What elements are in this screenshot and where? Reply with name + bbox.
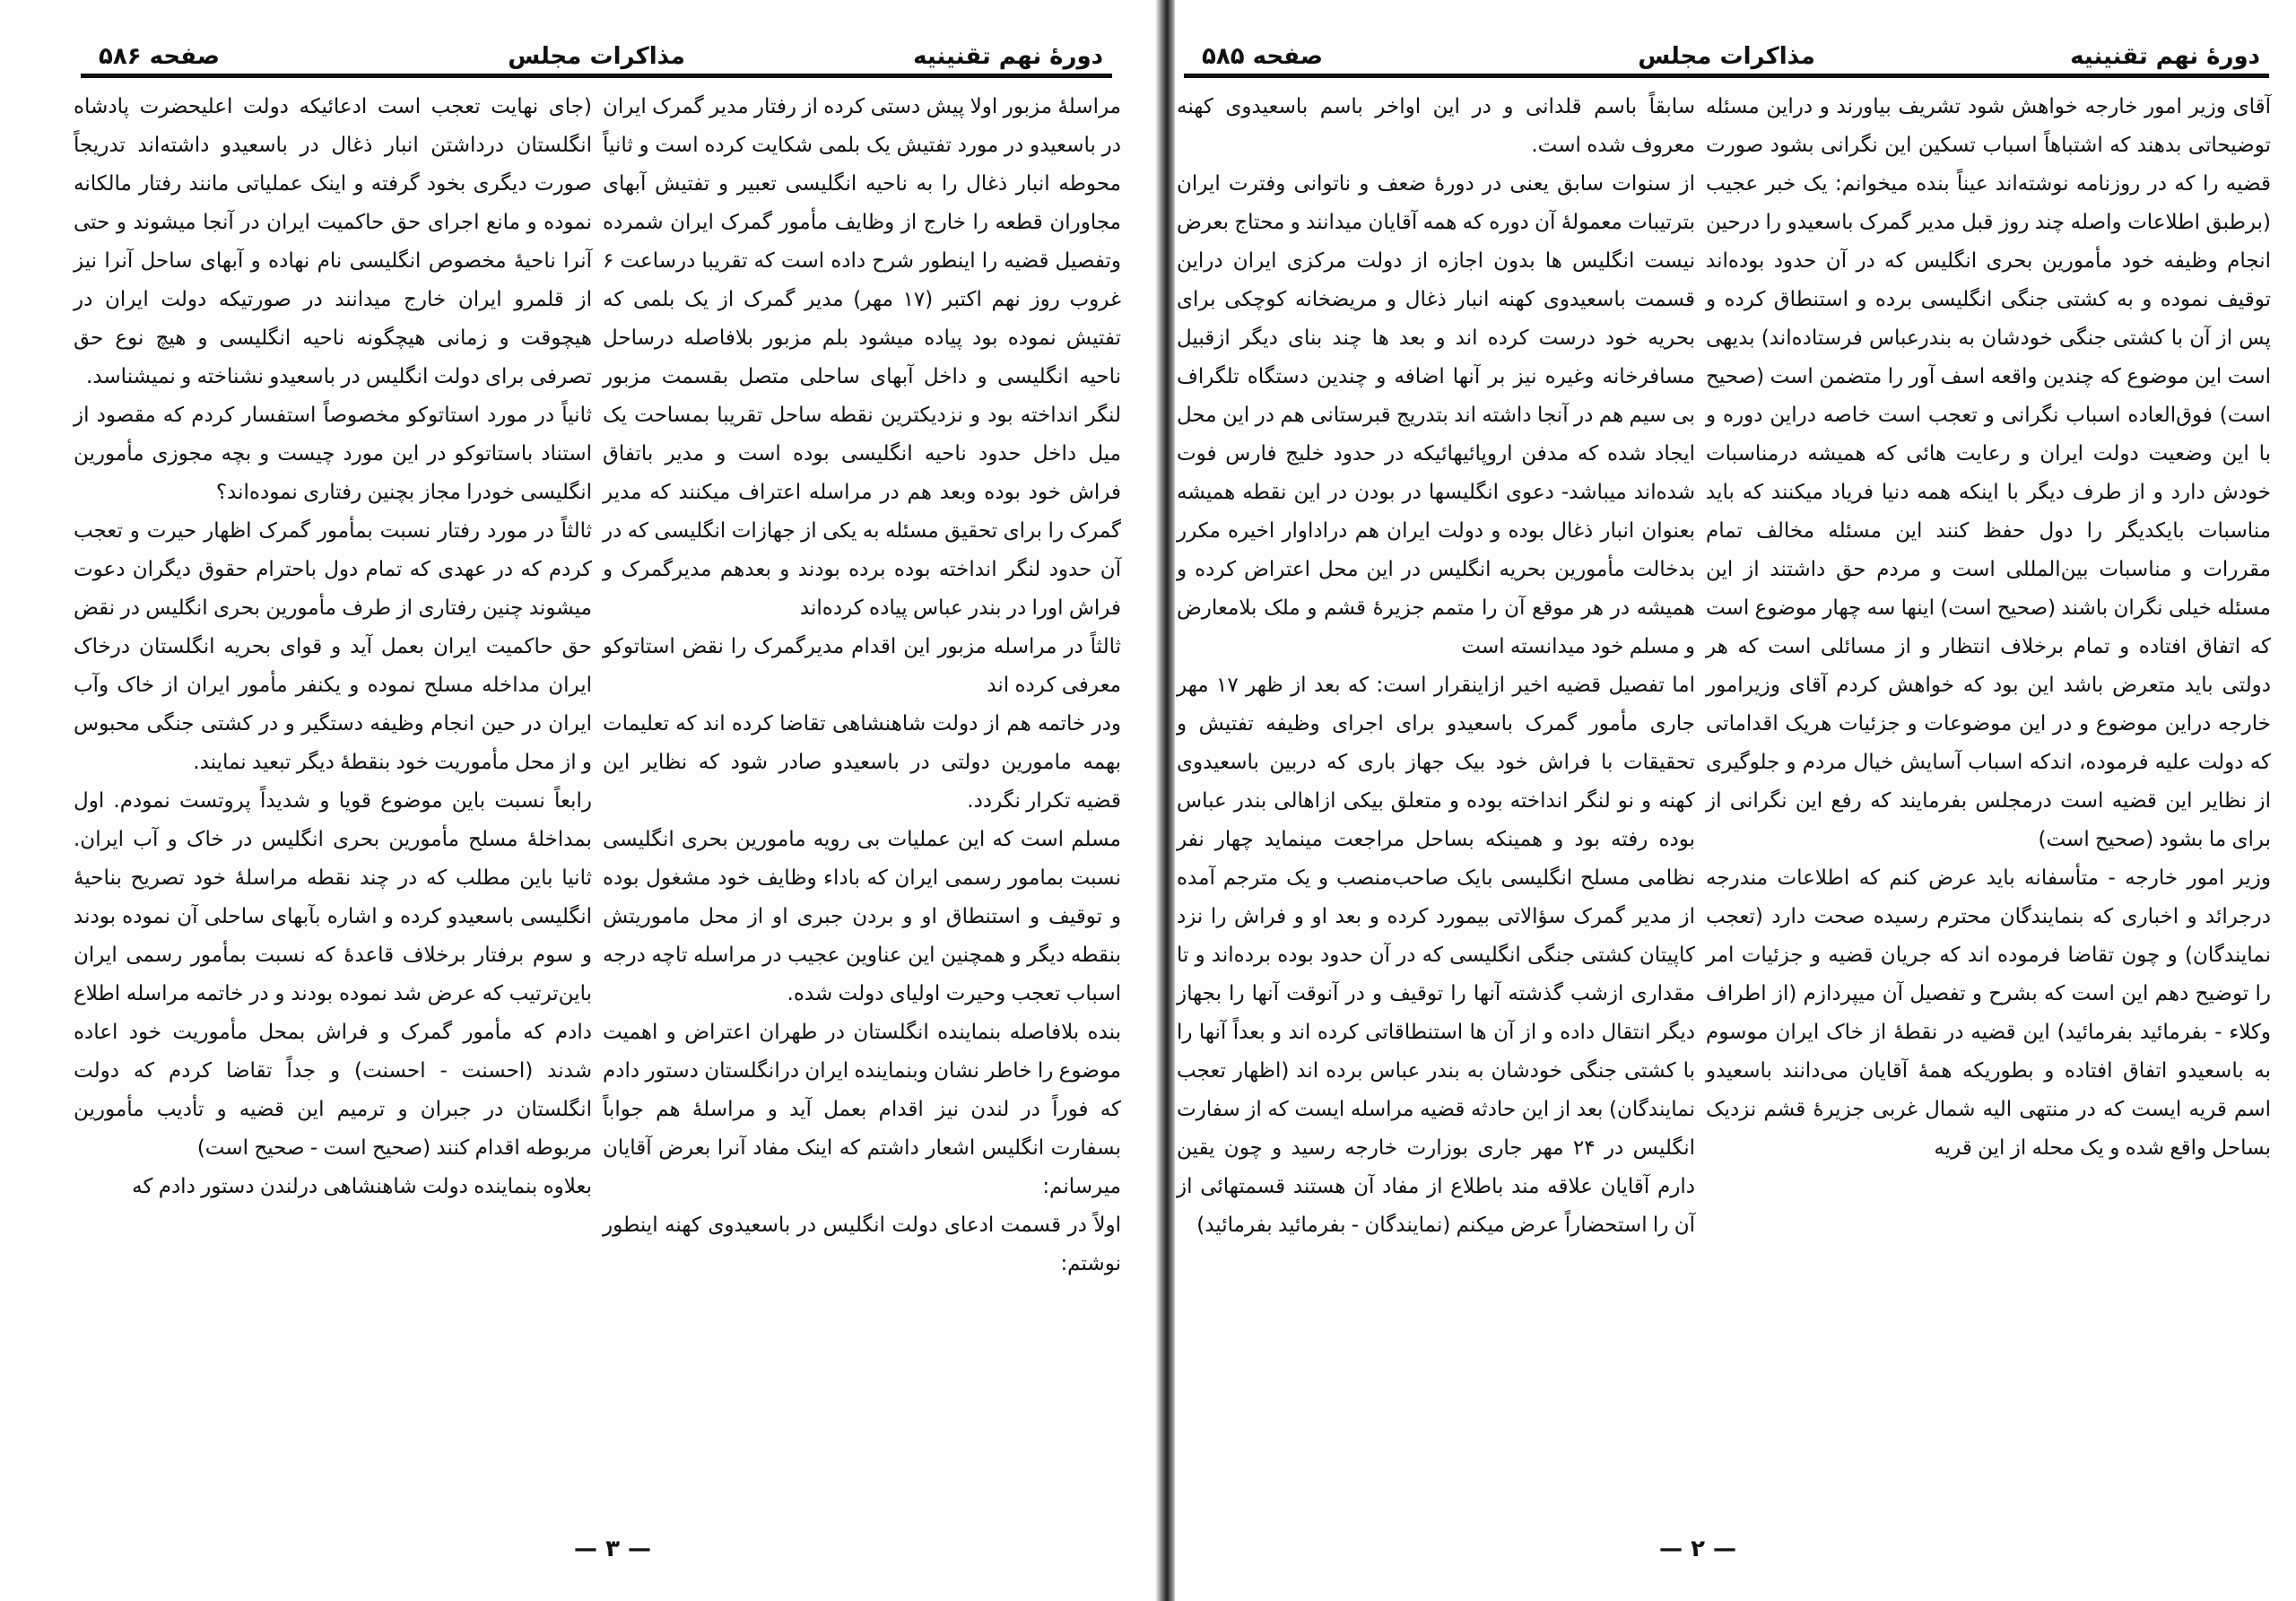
paragraph: ثالثاً در مورد رفتار نسبت بمأمور گمرک اظهار حیرت و تعجب کردم که در عهدی که تمام دول باحترام حقوق دیگران دعوت میشوند چنین رفتاری از طرف مأمورین بحری انگلیس در نقض حق حاکمیت ایران بعمل آید و قوای بحریه انگلستان درخاک ایران مداخله مسلح نموده و یکنفر مأمور ایران از خاک وآب ایران در حین انجام وظیفه دستگیر و در کشتی جنگی محبوس و از محل مأموریت خود بنقطهٔ دیگر تبعید نمایند. (74, 519, 592, 774)
page-number: صفحه ۵۸۶ (99, 43, 221, 70)
paragraph: مراسلهٔ مزبور اولا پیش دستی کرده از رفتار مدیر گمرک ایران در باسعیدو در مورد تفتیش یک بلمی شکایت کرده است و ثانیاً محوطه انبار ذغال را به ناحیه انگلیسی تعبیر و تفتیش آبهای مجاوران قطعه را خارج از وظایف مأمور گمرک ایران شمرده وتفصیل قضیه را اینطور شرح داده است که تقریبا درساعت ۶ غروب روز نهم اکتبر (۱۷ مهر) مدیر گمرک از یک بلمی که تفتیش نموده بود پیاده میشود بلم مزبور بلافاصله درساحل ناحیه انگلیسی و داخل آبهای ساحلی متصل بقسمت مزبور لنگر انداخته بود و نزدیکترین نقطه ساحل تقریبا بمساحت یک میل داخل حدود ناحیه انگلیسی بوده است و مدیر باتفاق فراش خود بوده وبعد هم در مراسله اعتراف میکنند که مدیر گمرک را برای تحقیق مسئله به یکی از جهازات انگلیسی که در آن حدود لنگر انداخته بوده برده بودند و بعدهم مدیرگمرک و فراش اورا در بندر عباس پیاده کرده‌اند (603, 95, 1121, 620)
paragraph: رابعاً نسبت باین موضوع قویا و شدیداً پروتست نمودم. اول بمداخلهٔ مسلح مأمورین بحری انگلیس در خاک و آب ایران. ثانیا باین مطلب که در چند نقطه مراسلهٔ خود تصریح بناحیهٔ انگلیسی باسعیدو کرده و اشاره بآبهای ساحلی آن نموده بودند و سوم برفتار برخلاف قاعدهٔ که نسبت بمأمور رسمی ایران باین‌ترتیب که عرض شد نموده بودند و در خاتمه مراسله اطلاع دادم که مأمور گمرک و فراش بمحل مأموریت خود اعاده شدند (احسنت - احسنت) و جداً تقاضا کردم که دولت انگلستان در جبران و ترمیم این قضیه و تأدیب مأمورین مربوطه اقدام کنند (صحیح است - صحیح است) (74, 789, 592, 1160)
paragraph: وزیر امور خارجه - متأسفانه باید عرض کنم که اطلاعات مندرجه درجرائد و اخباری که بنمایندگان محترم رسیده صحت دارد (تعجب نمایندگان) و چون تقاضا فرموده اند که جریان قضیه و جزئیات امر را توضیح دهم این است که بشرح و تفصیل آن میپردازم (از اطراف وکلاء - بفرمائید بفرمائید) این قضیه در نقطهٔ از خاک ایران موسوم به باسعیدو اتفاق افتاده و بطوریکه همهٔ آقایان می‌دانند باسعیدو اسم قریه ایست که در منتهی الیه شمال غربی جزیرهٔ قشم نزدیک بساحل واقع شده و یک محله از این قریه (1706, 866, 2271, 1160)
running-title: مذاکرات مجلس (508, 43, 685, 70)
page-header (1184, 43, 2269, 78)
paragraph: ثانیاً در مورد استاتوکو مخصوصاً استفسار کردم که مقصود از استناد باستاتوکو در این مورد چیست و بچه مجوزی مأمورین انگلیسی خودرا مجاز بچنین رفتاری نموده‌اند؟ (74, 404, 592, 504)
paragraph: از سنوات سابق یعنی در دورهٔ ضعف و ناتوانی وفترت ایران بترتیبات معمولهٔ آن دوره که همه آقایان میدانند و محتاج بعرض نیست انگلیس ها بدون اجازه از دولت مرکزی ایران دراین قسمت باسعیدوی کهنه انبار ذغال و مریضخانه کوچکی برای بحریه خود درست کرده اند و بعد ها چند بنای دیگر ازقبیل مسافرخانه وغیره نیز بر آنها اضافه و چندین دستگاه تلگراف بی سیم هم در آنجا داشته اند بتدریج قبرستانی هم در این محل ایجاد شده که مدفن اروپائیهائیکه در حدود خلیج فارس فوت شده‌اند میباشد- دعوی انگلیسها در بودن در این نقطه همیشه بعنوان انبار ذغال بوده و دولت ایران هم دراداوار اخیره مکرر بدخالت مأمورین بحریه انگلیس در این محل اعتراض کرده و همیشه در هر موقع آن را متمم جزیرهٔ قشم و ملک بلامعارض و مسلم خود میدانسته است (1177, 172, 1695, 658)
page-585 (1175, 0, 2296, 1601)
page-header (81, 43, 1112, 78)
book-gutter (1155, 0, 1177, 1601)
text-column-right (1706, 88, 2271, 1168)
paragraph: ودر خاتمه هم از دولت شاهنشاهی تقاضا کرده اند که تعلیمات بهمه مامورین دولتی در باسعیدو صادر شود که نظایر این قضیه تکرار نگردد. (603, 712, 1121, 813)
session-label: دورهٔ نهم تقنینیه (2070, 43, 2260, 70)
page-footer-number: — ۲ — (1659, 1536, 1736, 1562)
paragraph: مسلم است که این عملیات بی رویه مامورین بحری انگلیسی نسبت بمامور رسمی ایران که باداء وظایف خود مشغول بوده و توقیف و استنطاق او و بردن جبری او از محل ماموریتش بنقطه دیگر و همچنین این عناوین عجیب در مراسله تاچه درجه اسباب تعجب وحیرت اولیای دولت شده. (603, 828, 1121, 1005)
paragraph: بعلاوه بنماینده دولت شاهنشاهی درلندن دستور دادم که (132, 1175, 592, 1198)
text-column-left (1177, 88, 1695, 1245)
session-label: دورهٔ نهم تقنینیه (913, 43, 1103, 70)
running-title: مذاکرات مجلس (1638, 43, 1815, 70)
paragraph: ثالثاً در مراسله مزبور این اقدام مدیرگمرک را نقض استاتوکو معرفی کرده اند (603, 635, 1121, 697)
paragraph: اولاً در قسمت ادعای دولت انگلیس در باسعیدوی کهنه اینطور نوشتم: (603, 1214, 1121, 1275)
paragraph: سابقاً باسم قلدانی و در این اواخر باسم باسعیدوی کهنه معروف شده است. (1177, 95, 1695, 157)
text-column-left (74, 88, 592, 1206)
paragraph: آقای وزیر امور خارجه خواهش شود تشریف بیاورند و دراین مسئله توضیحاتی بدهند که اشتباهاً اسباب تسکین این نگرانی بشود صورت قضیه را که در روزنامه نوشته‌اند عیناً بنده میخوانم: یک خبر عجیب (برطبق اطلاعات واصله چند روز قبل مدیر گمرک باسعیدو را درحین انجام وظیفه خود مأمورین بحری انگلیس که در آن حدود بوده‌اند توقیف نموده و به کشتی جنگی انگلیسی برده و استنطاق کرده و پس از آن با کشتی جنگی خودشان به بندرعباس فرستاده‌اند) بدیهی است این موضوع که چندین واقعه اسف آور را متضمن است (صحیح است) فوق‌العاده اسباب نگرانی و تعجب است خاصه دراین دوره و با این وضعیت دولت ایران و رعایت هائی که همیشه درمناسبات خودش دارد و از طرف دیگر با اینکه همه دنیا فریاد میکنند که باید مناسبات بایکدیگر را دول حفظ کنند این مسئله مخالف تمام مقررات و مناسبات بین‌المللی است و مردم حق داشتند از این مسئله خیلی نگران باشند (صحیح است) اینها سه چهار موضوع است که اتفاق افتاده و تمام برخلاف انتظار و از مسائلی است که هر دولتی باید متعرض باشد این بود که خواهش کردم آقای وزیرامور خارجه دراین موضوع و در این موضوعات و جزئیات هریک اقداماتی که دولت علیه فرموده، اندکه اسباب آسایش خیال مردم و جلوگیری از نظایر این قضیه است درمجلس بفرمایند که رفع این نگرانی از برای ما بشود (صحیح است) (1706, 95, 2271, 851)
page-number: صفحه ۵۸۵ (1202, 43, 1324, 70)
paragraph: (جای نهایت تعجب است ادعائیکه دولت اعلیحضرت پادشاه انگلستان درداشتن انبار ذغال در باسعیدو داشته‌اند تدریجاً صورت دیگری بخود گرفته و اینک عملیاتی مانند رفتار مالکانه نموده و مانع اجرای حق حاکمیت ایران در آنجا میشوند و حتی آنرا ناحیهٔ مخصوص انگلیسی نام نهاده و آبهای ساحل آنرا نیز از قلمرو ایران خارج میدانند در صورتیکه دولت ایران در هیچوقت و زمانی هیچگونه ناحیه انگلیسی و هیچ نوع حق تصرفی برای دولت انگلیس در باسعیدو نشناخته و نمیشناسد. (74, 95, 592, 388)
paragraph: اما تفصیل قضیه اخیر ازاینقرار است: که بعد از ظهر ۱۷ مهر جاری مأمور گمرک باسعیدو برای اجرای وظیفه تفتیش و تحقیقات با فراش خود بیک جهاز باری که دربین باسعیدوی کهنه و نو لنگر انداخته بوده و متعلق بیکی ازاهالی بندر عباس بوده رفته بود و همینکه بساحل مراجعت مینماید چهار نفر نظامی مسلح انگلیسی بایک صاحب‌منصب و یک مترجم آمده از مدیر گمرک سؤالاتی بیمورد کرده و بعد او و فراش را نزد کاپیتان کشتی جنگی انگلیسی که در آن حدود بوده برده‌اند و تا مقداری ازشب گذشته آنها را توقیف و در آنوقت آنها را بجهاز دیگر انتقال داده و از آن ها استنطاقاتی کرده اند و بعداً آنها را با کشتی جنگی خودشان به بندر عباس برده اند (اظهار تعجب نمایندگان) بعد از این حادثه قضیه مراسله ایست که از سفارت انگلیس در ۲۴ مهر جاری بوزارت خارجه رسید و چون یقین دارم آقایان علاقه مند باطلاع از مفاد آن هستند قسمتهائی از آن را استحضاراً عرض میکنم (نمایندگان - بفرمائید بفرمائید) (1177, 674, 1695, 1237)
paragraph: بنده بلافاصله بنماینده انگلستان در طهران اعتراض و اهمیت موضوع را خاطر نشان وبنماینده ایران درانگلستان دستور دادم که فوراً در لندن نیز اقدام بعمل آید و مراسلهٔ هم جواباً بسفارت انگلیس اشعار داشتم که اینک مفاد آنرا بعرض آقایان میرسانم: (603, 1021, 1121, 1198)
page-footer-number: — ۳ — (574, 1536, 651, 1562)
text-column-right (603, 88, 1121, 1283)
